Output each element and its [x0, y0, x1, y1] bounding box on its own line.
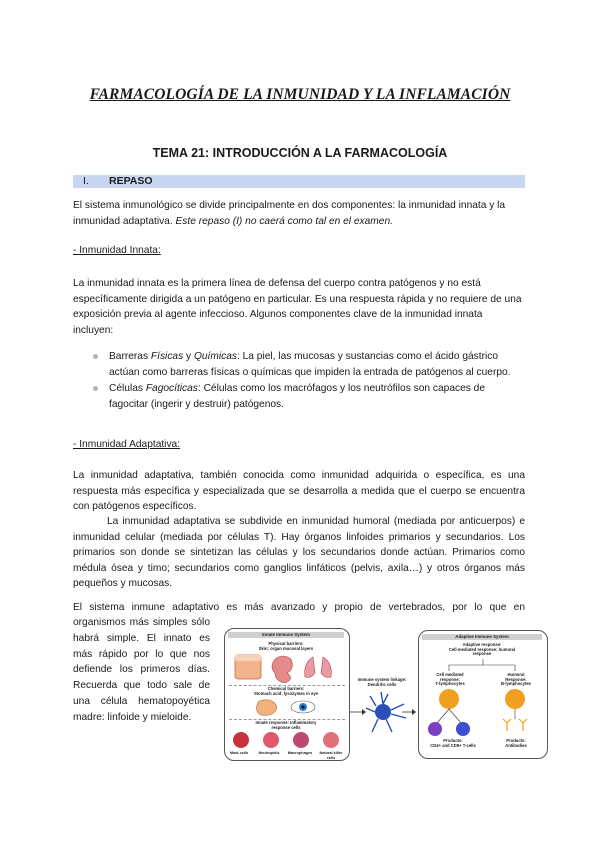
adaptive-heading: - Inmunidad Adaptativa:	[73, 439, 181, 450]
adaptive-paragraph-2: La inmunidad adaptativa se subdivide en inmunidad humoral (mediada por anticuerpos) e inmunidad celular (mediada por células T). Hay órganos linfoides primarios y secundarios. Los primarios son donde se sintetizan las células y los secundarios donde actúan. Primarios como médula ósea y timo; secundarios como ganglios linfáticos (pelvis, axila…) y otros órganos más pequeños y mucosas.	[73, 516, 525, 590]
humoral-label: Humoral Response: B-lymphocytes	[500, 672, 532, 687]
mast-cell-icon	[233, 732, 249, 748]
topic-title: TEMA 21: INTRODUCCIÓN A LA FARMACOLOGÍA	[152, 146, 448, 160]
antibody-icon	[519, 719, 527, 731]
neutrophil-icon	[263, 732, 279, 748]
bullet-icon	[93, 386, 98, 391]
connector-lines	[449, 659, 515, 671]
cd4-t-cell-icon	[428, 722, 442, 736]
connector-lines	[437, 709, 461, 723]
physical-barriers-label: Physical barriers: Skin; organ mucosal layers	[258, 641, 314, 651]
arrow-head-icon	[362, 709, 366, 715]
innate-cells-illustration	[227, 730, 347, 750]
cell-label: Mast cells	[229, 751, 249, 755]
dendritic-cell-icon	[366, 692, 406, 732]
natural-killer-cell-icon	[323, 732, 339, 748]
document-title: FARMACOLOGÍA DE LA INMUNIDAD Y LA INFLAMACIÓN	[89, 86, 511, 103]
list-item: Barreras Físicas y Químicas: La piel, las mucosas y sustancias como el ácido gástrico actúan como barreras físicas o químicas que impiden la entrada de patógenos al cuerpo.	[93, 349, 525, 380]
section-label: REPASO	[109, 175, 153, 187]
lung-left-icon	[305, 657, 315, 678]
b-products-label: Products: Antibodies	[505, 738, 527, 748]
adaptive-response-label: Adaptive response: Cell-mediated response; humoral response	[448, 642, 516, 657]
adaptive-system-panel	[418, 630, 548, 759]
cell-mediated-label: Cell mediated response: T-lymphocytes	[435, 672, 465, 687]
innate-title: Innate Immune System	[228, 632, 344, 638]
macrophage-icon	[293, 732, 309, 748]
innate-heading: - Inmunidad Innata:	[73, 245, 161, 256]
intro-text: El sistema inmunológico se divide principalmente en dos componentes: la inmunidad innata y la inmunidad adaptativa.	[73, 200, 506, 227]
antibody-icon	[503, 719, 511, 731]
dendritic-cell-illustration	[348, 688, 418, 738]
chemical-barriers-label: Chemical barriers: Stomach acid; lysozymes in eye	[253, 686, 318, 696]
cell-label: Natural killer cells	[319, 751, 343, 760]
skin-layer-icon	[235, 655, 261, 661]
b-lymphocyte-icon	[505, 689, 525, 709]
stomach-icon	[256, 700, 277, 715]
linkage-label: Immune system linkage: Dendritic cells	[357, 677, 407, 687]
adaptive-title: Adaptive Immune System	[422, 634, 542, 640]
chemical-illustration	[229, 697, 345, 717]
organs-illustration	[229, 653, 345, 683]
immune-system-figure	[222, 626, 548, 762]
bullet-icon	[93, 354, 98, 359]
section-number: I.	[83, 175, 89, 187]
adaptive-paragraph-3: El sistema inmune adaptativo es más avanzado y propio de vertebrados, por lo que en	[73, 602, 525, 613]
innate-paragraph: La inmunidad innata es la primera línea de defensa del cuerpo contra patógenos y no está específicamente dirigida a un patógeno en particular. Es una respuesta rápida y no requiere de una exposición previa al agente infeccioso. Algunos componentes clave de la inmunidad innata incluyen:	[73, 278, 522, 336]
innate-response-label: Innate response: Inflammatory response cells	[255, 720, 317, 730]
t-lymphocyte-icon	[439, 689, 459, 709]
intro-paragraph	[73, 198, 525, 229]
cell-label: Macrophages	[287, 751, 313, 755]
intro-note: Este repaso (I) no caerá como tal en el examen.	[175, 215, 393, 227]
arrow-head-icon	[412, 709, 416, 715]
innate-system-panel	[224, 628, 350, 761]
cell-label: Neutrophils	[258, 751, 280, 755]
innate-bullet-list	[93, 349, 525, 413]
adaptive-paragraph-1: La inmunidad adaptativa, también conocida como inmunidad adquirida o específica, es una respuesta más específica y especializada que se desarrolla a medida que el cuerpo se encuentra con patógenos específicos.	[73, 470, 525, 513]
cd8-t-cell-icon	[456, 722, 470, 736]
list-item: Células Fagocíticas: Células como los macrófagos y los neutrófilos son capaces de fagocitar (ingerir y destruir) patógenos.	[93, 381, 525, 412]
section-heading	[73, 175, 525, 188]
pupil-icon	[301, 705, 304, 708]
intestine-icon	[272, 656, 292, 683]
lung-right-icon	[321, 657, 331, 678]
side-paragraph: organismos más simples sólo habrá simple. El innato es más rápido por lo que nos defiende los primeros días. Recuerda que todo sale de una célula hematopoyética madre: linfoide y mieloide.	[73, 617, 210, 723]
t-products-label: Products: CD4+ and CD8+ T-cells	[430, 738, 476, 748]
